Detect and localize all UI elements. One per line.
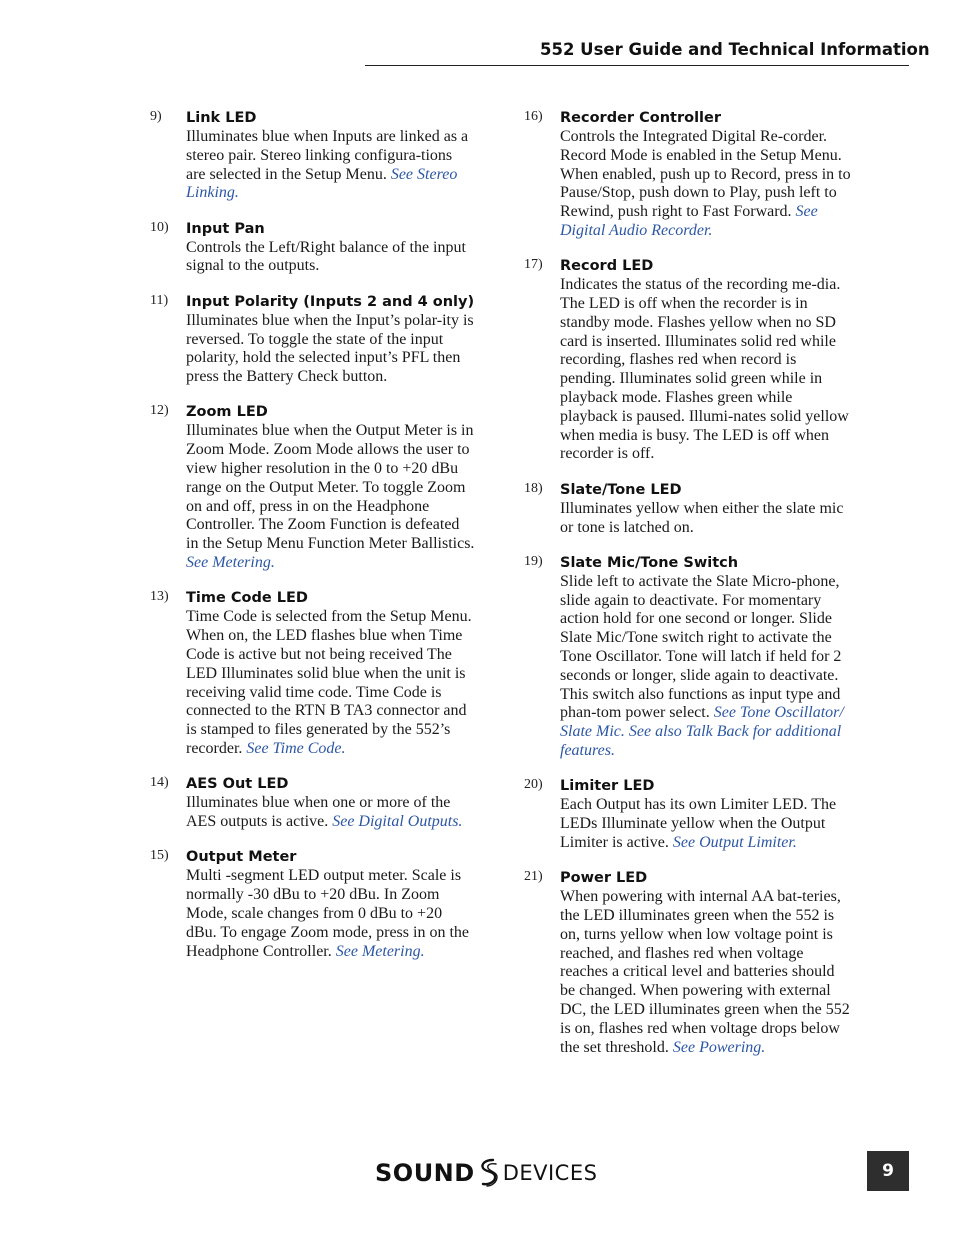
list-item-slate-mic-tone-switch xyxy=(524,553,852,761)
item-title: AES Out LED xyxy=(186,776,289,793)
item-number: 15) xyxy=(150,848,169,864)
item-text: Multi -segment LED output meter. Scale is normally -30 dBu to +20 dBu. In Zoom Mode, scale changes from 0 dBu to +20 dBu. To engage Zoom mode, press in on the Headphone Controller. xyxy=(186,867,469,960)
item-number: 13) xyxy=(150,589,169,605)
list-item-recorder-controller xyxy=(524,108,852,241)
item-body xyxy=(186,867,475,961)
item-body xyxy=(560,500,852,538)
item-body xyxy=(186,312,475,387)
item-body xyxy=(560,276,852,464)
list-item-slate-tone-led xyxy=(524,480,852,538)
item-body xyxy=(560,573,852,761)
item-number: 9) xyxy=(150,109,162,124)
list-item-aes-out-led xyxy=(150,774,475,832)
item-title: Limiter LED xyxy=(560,778,655,795)
item-text: Indicates the status of the recording me-dia. The LED is off when the recorder is in standby mode. Flashes yellow when no SD card is inserted. Illuminates solid red while recording, flashes red when record is pending. Illuminates solid green while in playback mode. Flashes green while playback is paused. Illumi-nates solid yellow when media is busy. The LED is off when recorder is off. xyxy=(560,276,849,463)
item-body xyxy=(560,796,852,852)
item-number: 17) xyxy=(524,257,543,273)
item-text: Controls the Left/Right balance of the input signal to the outputs. xyxy=(186,238,466,275)
list-item-power-led xyxy=(524,868,852,1057)
list-item-output-meter xyxy=(150,847,475,961)
item-title: Zoom LED xyxy=(186,404,268,421)
right-column xyxy=(524,108,852,1073)
list-item-time-code-led xyxy=(150,588,475,758)
item-text: When powering with internal AA bat-teries, the LED illuminates green when the 552 is on, turns yellow when low voltage point is reached, and flashes red when voltage reaches a critical level and batteries should be changed. When powering with external DC, the LED illuminates green when the 552 is on, flashes red when voltage drops below the set threshold. xyxy=(560,888,850,1056)
item-title: Input Pan xyxy=(186,220,265,237)
see-reference-link[interactable]: See Digital Outputs. xyxy=(332,813,463,831)
item-body xyxy=(186,239,475,277)
item-body xyxy=(186,608,475,758)
list-item-limiter-led xyxy=(524,776,852,852)
item-number: 14) xyxy=(150,775,169,791)
item-text: Illuminates blue when Inputs are linked as a stereo pair. Stereo linking configura-tions are selected in the Setup Menu. xyxy=(186,128,469,183)
item-number: 11) xyxy=(150,292,169,308)
item-body xyxy=(186,128,475,203)
item-title: Slate Mic/Tone Switch xyxy=(560,554,739,571)
item-number: 20) xyxy=(524,777,543,793)
see-reference-link[interactable]: See Stereo Linking. xyxy=(186,165,458,202)
item-title: Power LED xyxy=(560,870,648,887)
item-number: 16) xyxy=(524,109,543,124)
logo-swirl-icon xyxy=(477,1157,501,1189)
item-body xyxy=(560,128,852,241)
item-title: Record LED xyxy=(560,258,654,275)
item-number: 21) xyxy=(524,869,543,885)
item-title: Slate/Tone LED xyxy=(560,481,682,498)
item-text: Illuminates blue when one or more of the AES outputs is active. xyxy=(186,794,451,831)
list-item-record-led xyxy=(524,256,852,464)
see-reference-link[interactable]: See Time Code. xyxy=(246,739,346,757)
item-number: 19) xyxy=(524,553,543,569)
item-number: 10) xyxy=(150,219,169,235)
item-title: Output Meter xyxy=(186,849,297,866)
item-title: Recorder Controller xyxy=(560,110,722,126)
page-header-title: 552 User Guide and Technical Information xyxy=(540,40,930,59)
item-text: Each Output has its own Limiter LED. The LEDs Illuminate yellow when the Output Limiter is active. xyxy=(560,796,837,851)
item-text: Time Code is selected from the Setup Menu. When on, the LED flashes blue when Time Code is active but not being received The LED Illuminates solid blue when the unit is receiving valid time code. Time Code is connected to the RTN B TA3 connector and is stamped to files generated by the 552’s recorder. xyxy=(186,608,472,757)
item-number: 12) xyxy=(150,403,169,419)
logo-word-sound: SOUND xyxy=(375,1159,475,1187)
item-text: Illuminates blue when the Output Meter is in Zoom Mode. Zoom Mode allows the user to view higher resolution in the 0 to +20 dBu range on the Output Meter. To toggle Zoom on and off, press in on the Headphone Controller. The Zoom Function is defeated in the Setup Menu Function Meter Ballistics. xyxy=(186,422,475,553)
logo-word-devices: DEVICES xyxy=(502,1161,598,1185)
item-text: Illuminates yellow when either the slate mic or tone is latched on. xyxy=(560,499,844,536)
item-text: Controls the Integrated Digital Re-corder. Record Mode is enabled in the Setup Menu. When enabled, push up to Record, press in to Pause/Stop, push down to Play, push left to Rewind, push right to Fast Forward. xyxy=(560,128,851,221)
item-body xyxy=(560,888,852,1057)
item-title: Input Polarity (Inputs 2 and 4 only) xyxy=(186,293,475,310)
page-number: 9 xyxy=(867,1151,909,1191)
sound-devices-logo xyxy=(375,1155,600,1191)
item-text: Illuminates blue when the Input’s polar-ity is reversed. To toggle the state of the input polarity, hold the selected input’s PFL then press the Battery Check button. xyxy=(186,311,474,386)
list-item-zoom-led xyxy=(150,402,475,572)
see-reference-link[interactable]: See Tone Oscillator/ Slate Mic. See also Talk Back for additional features. xyxy=(560,704,844,760)
see-reference-link[interactable]: See Output Limiter. xyxy=(672,833,797,851)
item-number: 18) xyxy=(524,480,543,496)
item-title: Time Code LED xyxy=(186,590,308,607)
see-reference-link[interactable]: See Metering. xyxy=(186,554,275,572)
list-item-link-led xyxy=(150,108,475,203)
see-reference-link[interactable]: See Metering. xyxy=(335,942,425,960)
see-reference-link[interactable]: See Digital Audio Recorder. xyxy=(560,203,818,239)
item-body xyxy=(186,422,475,572)
list-item-input-pan xyxy=(150,219,475,277)
see-reference-link[interactable]: See Powering. xyxy=(672,1038,766,1056)
item-body xyxy=(186,794,475,832)
item-text: Slide left to activate the Slate Micro-phone, slide again to deactivate. For momentary action hold for one second or longer. Slide Slate Mic/Tone switch right to activate the Tone Oscillator. Tone will latch if held for 2 seconds or longer, slide again to deactivate. This switch also functions as input type and phan-tom power select. xyxy=(560,572,842,722)
list-item-input-polarity xyxy=(150,292,475,387)
header-rule xyxy=(365,65,909,66)
left-column xyxy=(150,108,475,977)
item-title: Link LED xyxy=(186,110,257,126)
